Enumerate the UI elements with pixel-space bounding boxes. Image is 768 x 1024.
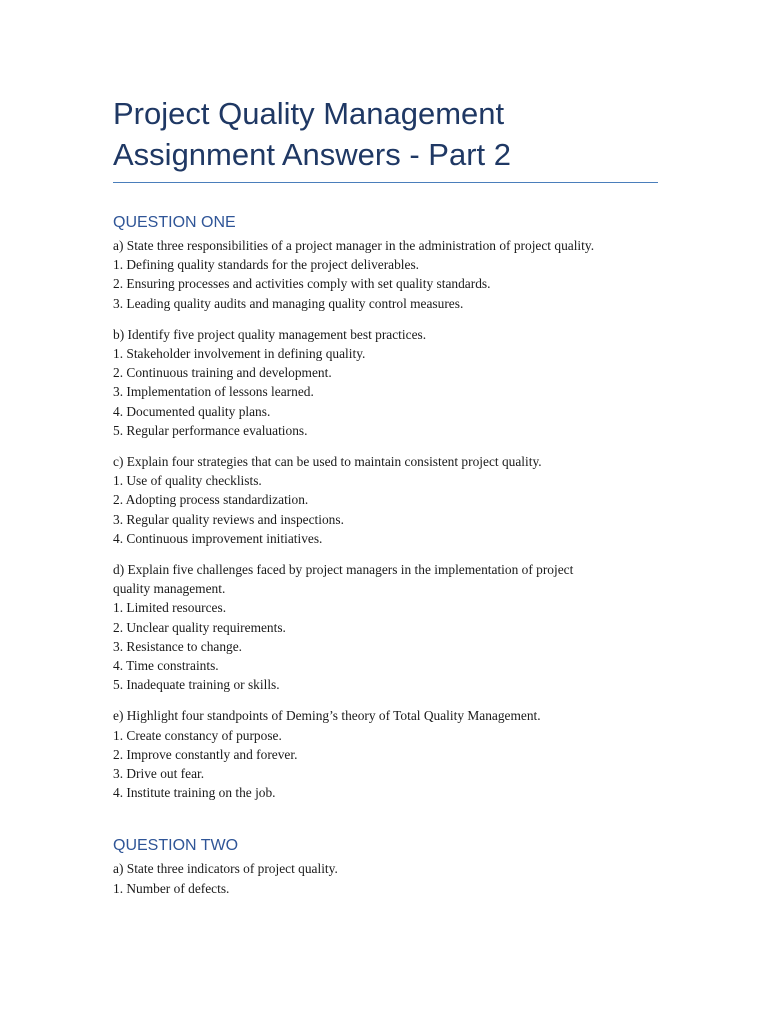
answer-line: 3. Resistance to change.: [113, 638, 243, 654]
answer-line: 3. Regular quality reviews and inspections.: [113, 511, 344, 527]
answer-line: 1. Stakeholder involvement in defining quality.: [113, 346, 366, 362]
question-prompt: a) State three responsibilities of a project manager in the administration of project quality.: [113, 238, 595, 253]
title-line-2: Assignment Answers - Part 2: [113, 137, 511, 172]
answer-line: 2. Unclear quality requirements.: [113, 619, 286, 635]
answer-line: 3. Drive out fear.: [113, 766, 205, 782]
answer-line: 4. Institute training on the job.: [113, 785, 276, 801]
question-part-c: [113, 452, 658, 548]
answer-line: 1. Defining quality standards for the project deliverables.: [113, 257, 420, 273]
question-prompt: e) Highlight four standpoints of Deming’s theory of Total Quality Management.: [113, 708, 541, 724]
answer-line: 3. Leading quality audits and managing quality control measures.: [113, 295, 464, 311]
question-prompt: a) State three indicators of project quality.: [113, 861, 338, 877]
question-prompt: c) Explain four strategies that can be used to maintain consistent project quality.: [113, 454, 542, 470]
question-prompt: b) Identify five project quality management best practices.: [113, 326, 427, 342]
answer-line: 5. Regular performance evaluations.: [113, 422, 308, 438]
question-prompt: d) Explain five challenges faced by project managers in the implementation of project: [113, 562, 574, 578]
answer-line: 5. Inadequate training or skills.: [113, 677, 280, 693]
answer-line: 1. Number of defects.: [113, 880, 230, 896]
answer-line: 1. Limited resources.: [113, 600, 227, 616]
question-part-a: [113, 236, 658, 313]
document-title: [113, 93, 658, 183]
question-two-heading: QUESTION TWO: [113, 837, 239, 855]
document-page: [113, 93, 658, 898]
question-one-heading: QUESTION ONE: [113, 214, 236, 231]
question-two-part-a: [113, 859, 658, 897]
answer-line: 2. Continuous training and development.: [113, 365, 332, 381]
question-prompt-continued: quality management.: [113, 581, 226, 597]
answer-line: 1. Use of quality checklists.: [113, 473, 262, 489]
question-part-e: [113, 706, 658, 802]
question-part-b: [113, 325, 658, 440]
answer-line: 2. Improve constantly and forever.: [113, 746, 298, 762]
answer-line: 4. Documented quality plans.: [113, 403, 271, 419]
title-line-1: Project Quality Management: [113, 96, 505, 131]
question-part-d: [113, 560, 658, 694]
answer-line: 1. Create constancy of purpose.: [113, 727, 282, 743]
answer-line: 2. Ensuring processes and activities comply with set quality standards.: [113, 276, 491, 292]
answer-line: 3. Implementation of lessons learned.: [113, 384, 314, 400]
answer-line: 2. Adopting process standardization.: [113, 492, 309, 508]
answer-line: 4. Continuous improvement initiatives.: [113, 530, 323, 546]
answer-line: 4. Time constraints.: [113, 658, 219, 674]
